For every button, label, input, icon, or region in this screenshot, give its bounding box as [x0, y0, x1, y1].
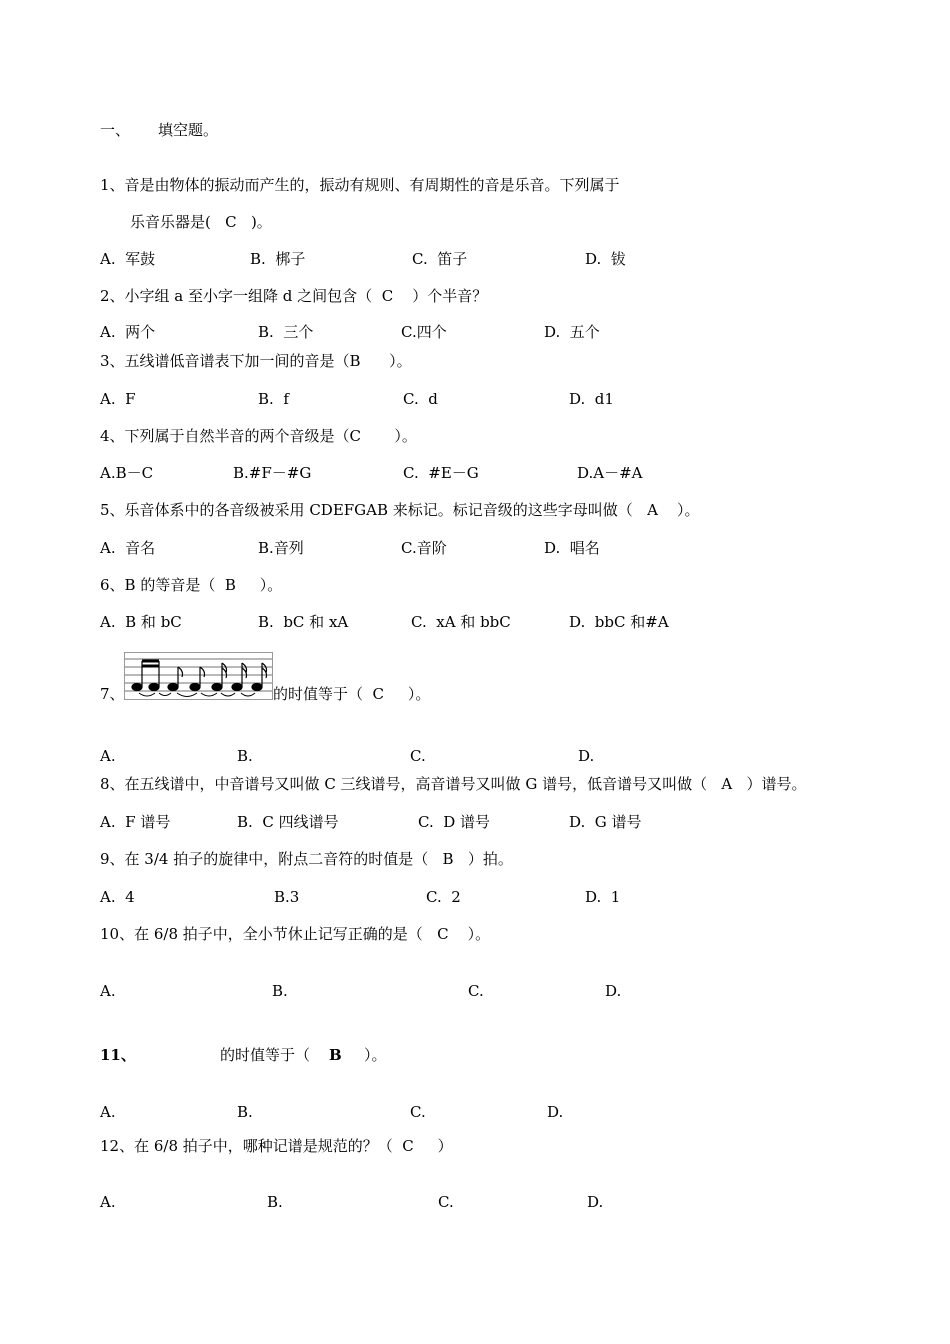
music-staff-image [124, 652, 273, 700]
option-b: B. f [258, 390, 289, 408]
option-d: D. 1 [585, 888, 621, 906]
option-b: B. 三个 [258, 323, 314, 341]
section-number: 一、 [100, 121, 131, 139]
question-3: 3、五线谱低音谱表下加一间的音是（B ）。 [100, 352, 412, 370]
question-5: 5、乐音体系中的各音级被采用 CDEFGAB 来标记。标记音级的这些字母叫做（ A ）。 [100, 501, 700, 519]
question-11-number: 11、 [100, 1046, 136, 1064]
option-a: A. 两个 [100, 323, 156, 341]
option-c: C.四个 [401, 323, 447, 341]
option-d: D. 唱名 [544, 539, 600, 557]
option-b: B.3 [274, 888, 300, 906]
option-d: D. [547, 1103, 564, 1121]
option-a: A. [100, 1103, 116, 1121]
option-b: B.#F－#G [233, 464, 312, 482]
option-c: C. xA 和 bbC [411, 613, 511, 631]
option-b: B. [267, 1193, 283, 1211]
question-11-close: ）。 [364, 1046, 387, 1064]
question-1-cont: 乐音乐器是( C )。 [130, 213, 272, 231]
question-1: 1、音是由物体的振动而产生的，振动有规则、有周期性的音是乐音。下列属于 [100, 176, 620, 194]
option-b: B. 梆子 [250, 250, 306, 268]
option-b: B. [272, 982, 288, 1000]
option-c: C. 2 [426, 888, 461, 906]
option-a: A. [100, 747, 116, 765]
option-a: A. [100, 1193, 116, 1211]
option-b: B. bC 和 xA [258, 613, 349, 631]
option-d: D. G 谱号 [569, 813, 642, 831]
question-11-text: 的时值等于（ [220, 1046, 311, 1064]
option-d: D. 钹 [585, 250, 626, 268]
option-a: A.B－C [100, 464, 154, 482]
option-d: D. 五个 [544, 323, 600, 341]
option-c: C. [410, 1103, 426, 1121]
option-b: B. [237, 1103, 253, 1121]
option-a: A. F 谱号 [100, 813, 171, 831]
option-b: B. C 四线谱号 [237, 813, 339, 831]
option-d: D. [605, 982, 622, 1000]
option-c: C.音阶 [401, 539, 447, 557]
section-heading [100, 120, 219, 180]
option-c: C. [468, 982, 484, 1000]
option-c: C. [410, 747, 426, 765]
option-c: C. #E－G [403, 464, 479, 482]
option-d: D. bbC 和#A [569, 613, 669, 631]
option-a: A. B 和 bC [100, 613, 182, 631]
option-a: A. F [100, 390, 136, 408]
option-c: C. D 谱号 [418, 813, 491, 831]
option-a: A. 音名 [100, 539, 156, 557]
option-d: D.A－#A [577, 464, 643, 482]
option-c: C. 笛子 [412, 250, 468, 268]
question-9: 9、在 3/4 拍子的旋律中，附点二音符的时值是（ B ）拍。 [100, 850, 513, 868]
question-12: 12、在 6/8 拍子中，哪种记谱是规范的？（ C ） [100, 1137, 453, 1155]
option-a: A. [100, 982, 116, 1000]
option-c: C. d [403, 390, 438, 408]
section-title: 填空题。 [158, 121, 219, 139]
option-d: D. [587, 1193, 604, 1211]
option-b: B.音列 [258, 539, 304, 557]
option-d: D. d1 [569, 390, 614, 408]
question-7-number: 7、 [100, 685, 125, 703]
question-12-options [100, 1192, 604, 1292]
question-11-answer: B [329, 1046, 342, 1064]
question-7 [100, 684, 431, 744]
question-8: 8、在五线谱中，中音谱号又叫做 C 三线谱号，高音谱号又叫做 G 谱号，低音谱号又叫做（ A ）谱号。 [100, 775, 807, 793]
option-a: A. 4 [100, 888, 135, 906]
option-c: C. [438, 1193, 454, 1211]
question-2: 2、小字组 a 至小字一组降 d 之间包含（ C ）个半音？ [100, 287, 488, 305]
option-a: A. 军鼓 [100, 250, 156, 268]
question-10: 10、在 6/8 拍子中，全小节休止记写正确的是（ C ）。 [100, 925, 491, 943]
question-7-text: 的时值等于（ C ）。 [273, 685, 431, 703]
option-d: D. [578, 747, 595, 765]
question-4: 4、下列属于自然半音的两个音级是（C ）。 [100, 427, 417, 445]
option-b: B. [237, 747, 253, 765]
question-6: 6、B 的等音是（ B ）。 [100, 576, 283, 594]
